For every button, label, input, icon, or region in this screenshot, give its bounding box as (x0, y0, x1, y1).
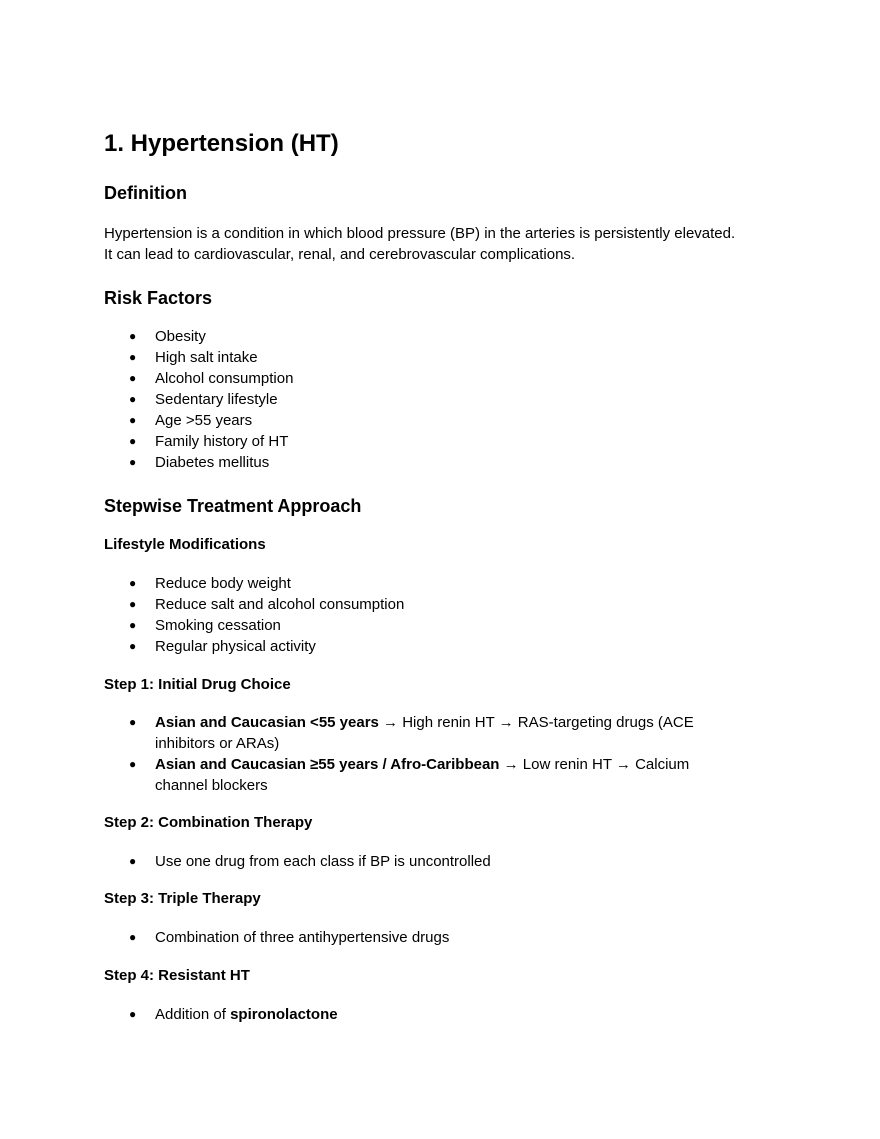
bullet-icon: ● (129, 597, 137, 611)
bullet-icon: ● (129, 392, 137, 406)
bullet-icon: ● (129, 329, 137, 343)
bullet-icon: ● (129, 715, 137, 729)
definition-text (104, 223, 794, 265)
list-item: ● Age >55 years (129, 412, 253, 429)
list-item: ● Sedentary lifestyle (129, 391, 278, 408)
bullet-icon: ● (129, 930, 137, 944)
definition-heading: Definition (104, 183, 187, 203)
list-item: ● Family history of HT (129, 433, 289, 450)
bullet-icon: ● (129, 639, 137, 653)
step2-heading: Step 2: Combination Therapy (104, 814, 313, 831)
list-item: ● Use one drug from each class if BP is uncontrolled (129, 853, 491, 870)
list-item: ● Reduce body weight (129, 575, 291, 592)
step2-list (104, 851, 744, 872)
list-item: ● High salt intake (129, 349, 258, 366)
list-item: ● Combination of three antihypertensive drugs (129, 929, 450, 946)
bullet-icon: ● (129, 434, 137, 448)
list-item: ● Diabetes mellitus (129, 454, 270, 471)
step3-list (104, 927, 744, 948)
lifestyle-heading: Lifestyle Modifications (104, 536, 266, 553)
list-item: ● Reduce salt and alcohol consumption (129, 596, 405, 613)
definition-line-2: It can lead to cardiovascular, renal, and cerebrovascular complications. (104, 246, 576, 263)
bullet-icon: ● (129, 371, 137, 385)
bullet-icon: ● (129, 576, 137, 590)
bullet-icon: ● (129, 350, 137, 364)
list-item: ● Smoking cessation (129, 617, 281, 634)
step1-list (104, 712, 744, 796)
step4-list (104, 1004, 744, 1025)
step1-heading: Step 1: Initial Drug Choice (104, 676, 291, 693)
lifestyle-list (104, 573, 744, 657)
risk-factors-list (104, 326, 744, 473)
step3-heading: Step 3: Triple Therapy (104, 890, 261, 907)
bullet-icon: ● (129, 1007, 137, 1021)
document-title: 1. Hypertension (HT) (104, 130, 339, 157)
treatment-heading: Stepwise Treatment Approach (104, 496, 362, 516)
bullet-icon: ● (129, 455, 137, 469)
list-item: ● Alcohol consumption (129, 370, 294, 387)
list-item: ● Obesity (129, 328, 206, 345)
step4-heading: Step 4: Resistant HT (104, 967, 250, 984)
definition-line-1: Hypertension is a condition in which blood pressure (BP) in the arteries is persistently elevated. (104, 225, 736, 242)
list-item: ● Addition of spironolactone (129, 1006, 338, 1023)
bullet-icon: ● (129, 854, 137, 868)
risk-factors-heading: Risk Factors (104, 288, 213, 308)
list-item: ● Asian and Caucasian ≥55 years / Afro-Caribbean → Low renin HT → Calcium channel blockers (129, 756, 690, 794)
list-item: ● Regular physical activity (129, 638, 316, 655)
bullet-icon: ● (129, 757, 137, 771)
list-item: ● Asian and Caucasian <55 years → High renin HT → RAS-targeting drugs (ACE inhibitors or ARAs) (129, 714, 694, 752)
bullet-icon: ● (129, 618, 137, 632)
bullet-icon: ● (129, 413, 137, 427)
